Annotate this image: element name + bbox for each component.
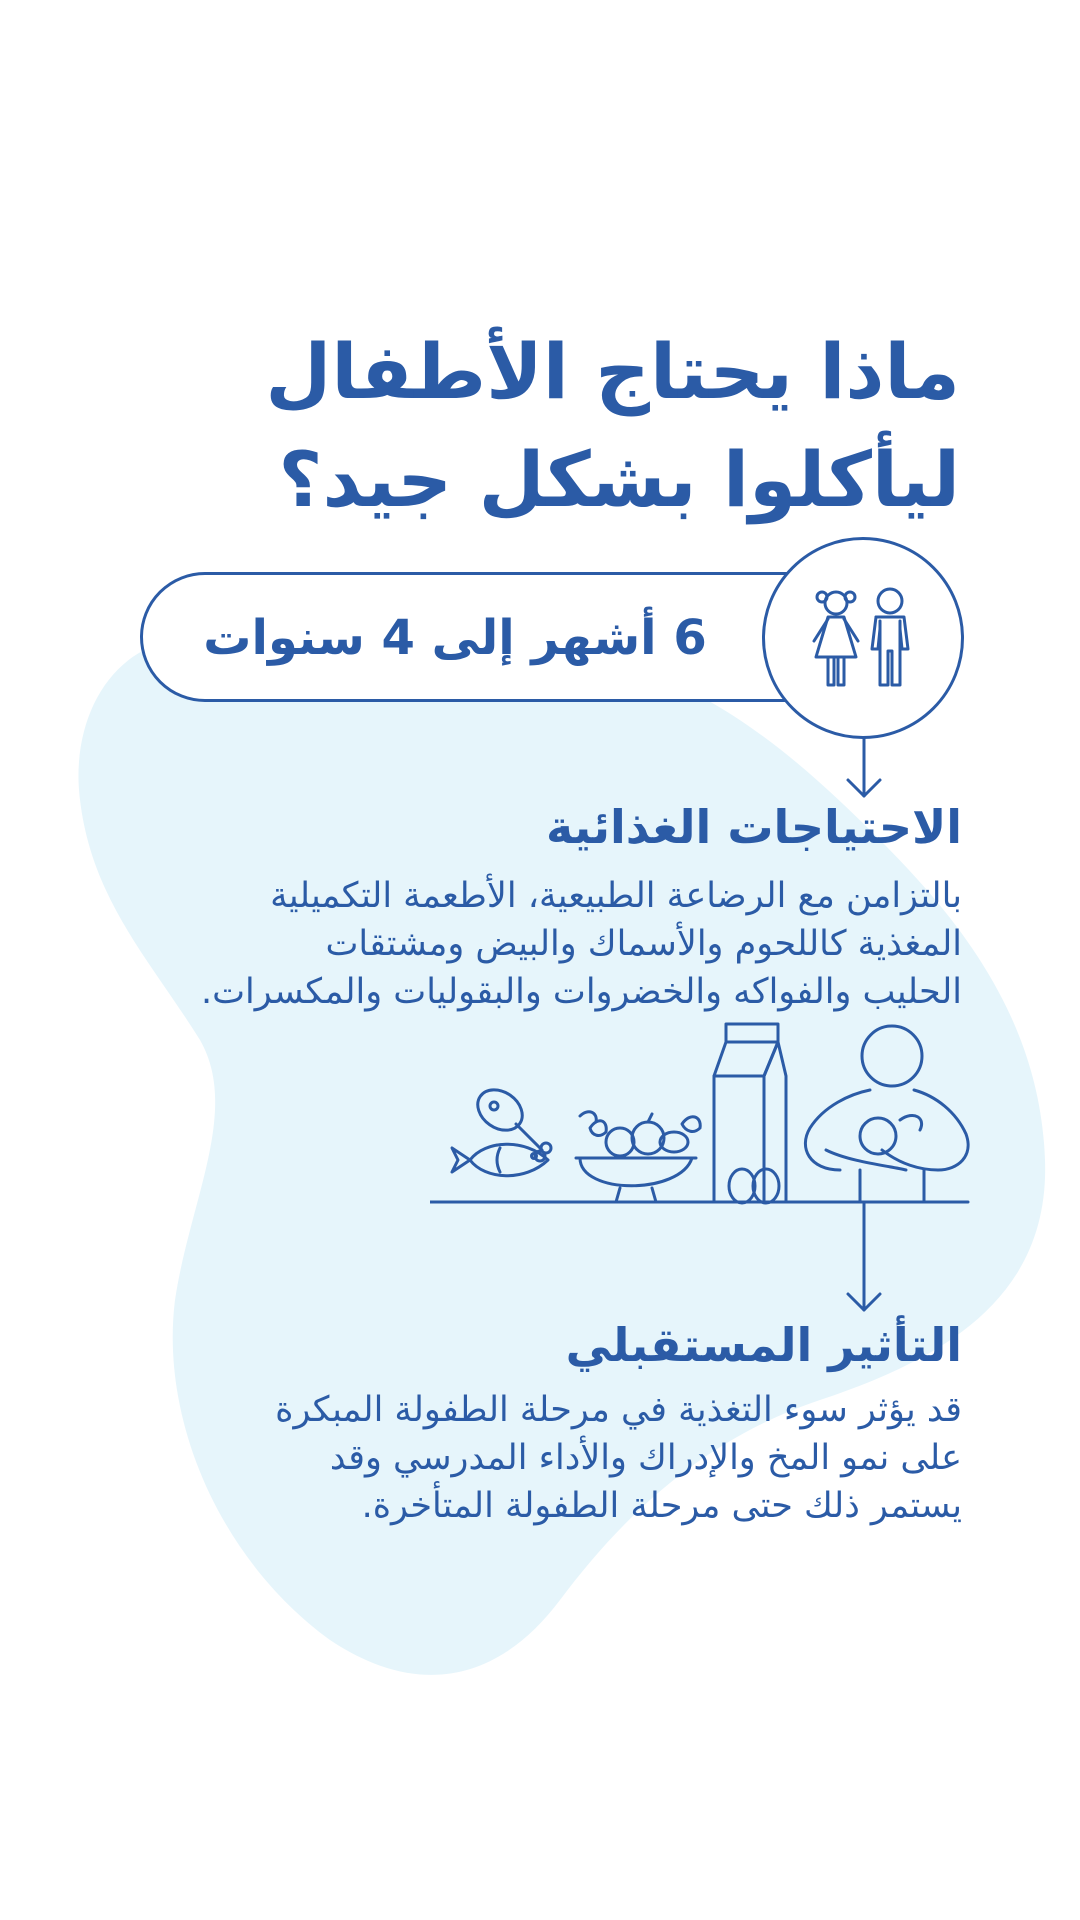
future-impact-heading: التأثير المستقبلي <box>565 1318 962 1372</box>
page-title <box>100 318 960 534</box>
future-impact-line: على نمو المخ والإدراك والأداء المدرسي وقد <box>329 1438 962 1478</box>
nutrition-needs-line: المغذية كاللحوم والأسماك والبيض ومشتقات <box>325 924 962 964</box>
down-arrow-icon <box>844 1202 884 1314</box>
eggs-icon <box>729 1169 779 1203</box>
nutrition-needs-text <box>102 872 962 1016</box>
future-impact-line: يستمر ذلك حتى مرحلة الطفولة المتأخرة. <box>361 1486 962 1526</box>
down-arrow-icon <box>844 738 884 800</box>
age-badge-label: 6 أشهر إلى 4 سنوات <box>203 610 707 666</box>
children-icon <box>800 585 926 693</box>
nutrition-needs-heading: الاحتياجات الغذائية <box>546 800 962 854</box>
future-impact-text <box>102 1386 962 1530</box>
fruit-bowl-icon <box>576 1112 700 1202</box>
nutrition-needs-line: الحليب والفواكه والخضروات والبقوليات والمكسرات. <box>200 972 962 1012</box>
food-illustration <box>430 1020 970 1210</box>
title-line-1: ماذا يحتاج الأطفال <box>265 327 960 416</box>
fish-icon <box>452 1144 548 1176</box>
future-impact-line: قد يؤثر سوء التغذية في مرحلة الطفولة المبكرة <box>275 1390 962 1430</box>
nutrition-needs-line: بالتزامن مع الرضاعة الطبيعية، الأطعمة التكميلية <box>270 876 962 916</box>
title-line-2: ليأكلوا بشكل جيد؟ <box>278 435 960 524</box>
parent-holding-baby-icon <box>805 1026 968 1202</box>
